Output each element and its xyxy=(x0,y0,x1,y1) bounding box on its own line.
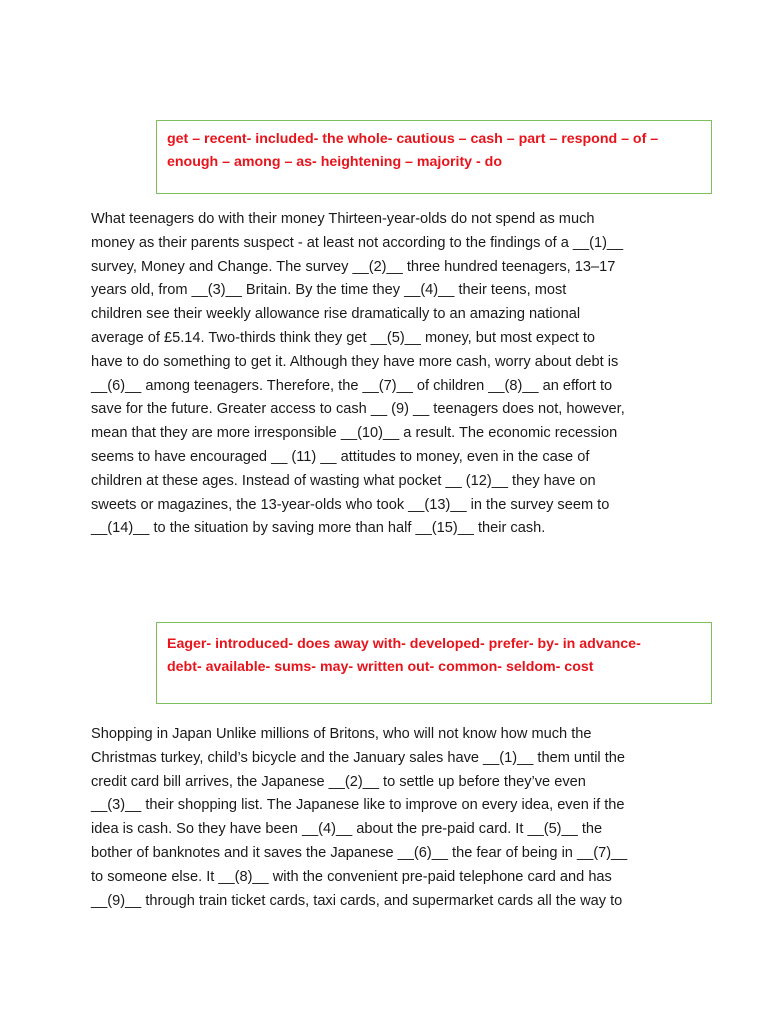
passage-line: Shopping in Japan Unlike millions of Britons, who will not know how much the xyxy=(91,726,592,742)
passage-teenagers-money xyxy=(91,208,691,541)
passage-line: __(9)__ through train ticket cards, taxi cards, and supermarket cards all the way to xyxy=(91,892,623,909)
passage-line: children see their weekly allowance rise dramatically to an amazing national xyxy=(91,306,581,323)
word-bank-line: enough – among – as- heightening – majority - do xyxy=(167,154,503,170)
passage-line: survey, Money and Change. The survey __(2)__ three hundred teenagers, 13–17 xyxy=(91,258,616,275)
passage-line: mean that they are more irresponsible __(10)__ a result. The economic recession xyxy=(91,425,618,442)
word-bank-line: Eager- introduced- does away with- developed- prefer- by- in advance- xyxy=(167,636,641,652)
passage-line: idea is cash. So they have been __(4)__ about the pre-paid card. It __(5)__ the xyxy=(91,821,603,838)
passage-line: have to do something to get it. Although they have more cash, worry about debt is xyxy=(91,353,619,370)
word-bank-box-1 xyxy=(156,120,712,194)
passage-line: money as their parents suspect - at least not according to the findings of a __(1)__ xyxy=(91,234,624,251)
passage-line: bother of banknotes and it saves the Japanese __(6)__ the fear of being in __(7)__ xyxy=(91,844,628,861)
word-bank-line: get – recent- included- the whole- cautious – cash – part – respond – of – xyxy=(167,131,659,147)
passage-line: average of £5.14. Two-thirds think they get __(5)__ money, but most expect to xyxy=(91,329,596,346)
passage-line: to someone else. It __(8)__ with the convenient pre-paid telephone card and has xyxy=(91,868,612,885)
passage-line: children at these ages. Instead of wasting what pocket __ (12)__ they have on xyxy=(91,472,596,489)
passage-line: save for the future. Greater access to cash __ (9) __ teenagers does not, however, xyxy=(91,401,625,418)
passage-line: Christmas turkey, child’s bicycle and the January sales have __(1)__ them until the xyxy=(91,749,626,766)
passage-shopping-japan xyxy=(91,723,691,913)
passage-line: __(6)__ among teenagers. Therefore, the __(7)__ of children __(8)__ an effort to xyxy=(91,377,613,394)
word-bank-box-2 xyxy=(156,622,712,704)
passage-line: __(14)__ to the situation by saving more than half __(15)__ their cash. xyxy=(91,520,546,537)
passage-line: years old, from __(3)__ Britain. By the time they __(4)__ their teens, most xyxy=(91,282,567,299)
passage-line: seems to have encouraged __ (11) __ attitudes to money, even in the case of xyxy=(91,448,590,465)
passage-line: __(3)__ their shopping list. The Japanese like to improve on every idea, even if the xyxy=(91,797,625,814)
passage-line: sweets or magazines, the 13-year-olds who took __(13)__ in the survey seem to xyxy=(91,496,610,513)
word-bank-line: debt- available- sums- may- written out- common- seldom- cost xyxy=(167,659,594,675)
passage-line: What teenagers do with their money Thirteen-year-olds do not spend as much xyxy=(91,211,595,227)
passage-line: credit card bill arrives, the Japanese __(2)__ to settle up before they’ve even xyxy=(91,773,586,790)
